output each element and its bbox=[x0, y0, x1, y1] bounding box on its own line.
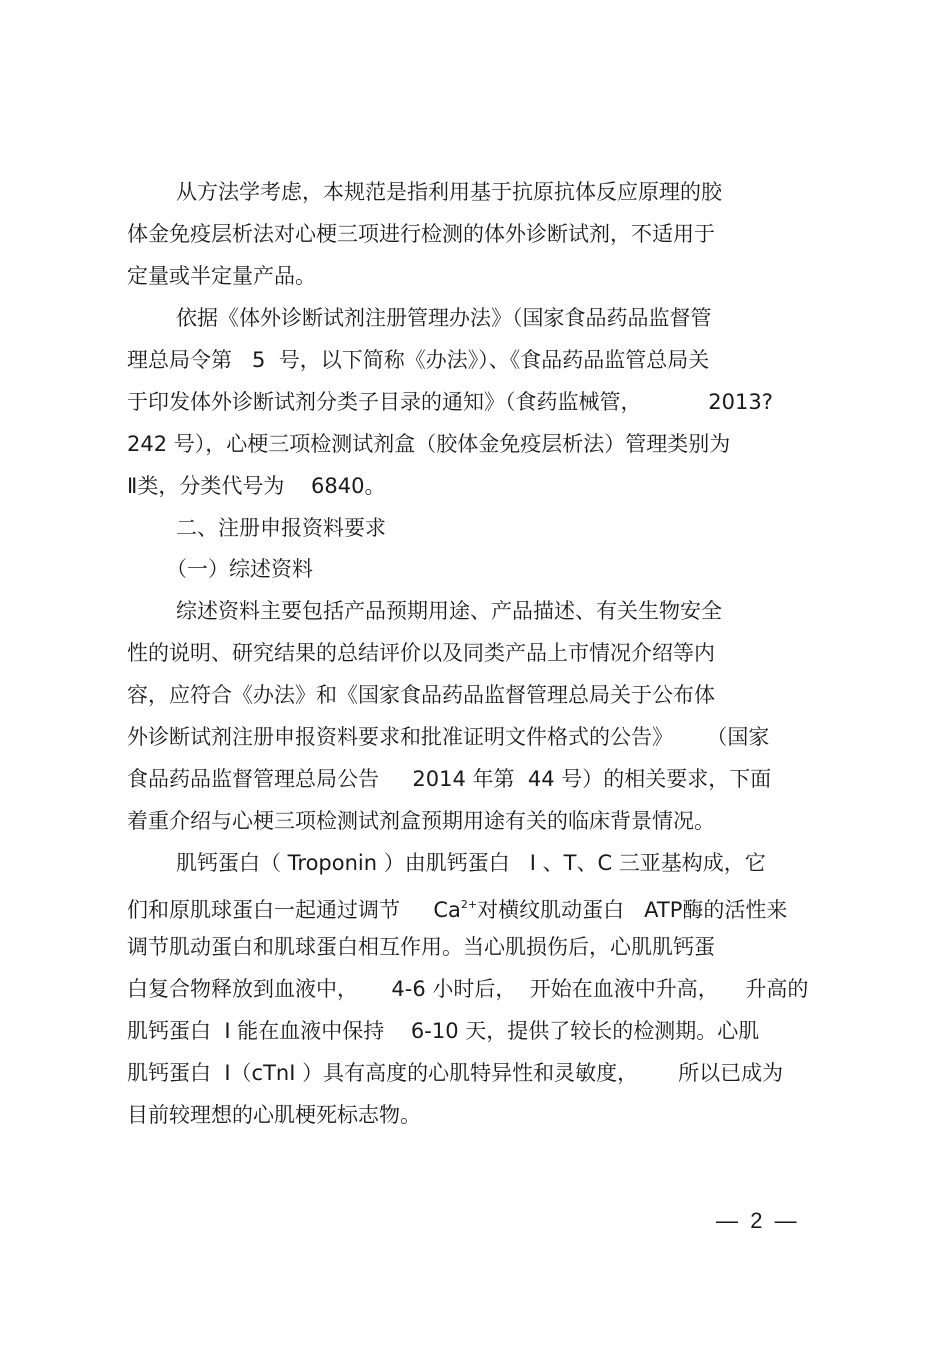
calcium-superscript: 2+ bbox=[460, 898, 478, 911]
paragraph-3-line-1: 综述资料主要包括产品预期用途、产品描述、有关生物安全 bbox=[176, 599, 722, 623]
paragraph-2-line-2: 理总局令第 5 号，以下简称《办法》）、《食品药品监管总局关 bbox=[127, 348, 710, 372]
paragraph-4-line-7: 目前较理想的心肌梗死标志物。 bbox=[127, 1103, 421, 1127]
paragraph-4-line-5: 肌钙蛋白 I 能在血液中保持 6-10 天，提供了较长的检测期。心肌 bbox=[127, 1019, 760, 1043]
paragraph-1-line-3: 定量或半定量产品。 bbox=[127, 264, 316, 288]
paragraph-2-line-4: 242 号），心梗三项检测试剂盒（胶体金免疫层析法）管理类别为 bbox=[127, 432, 731, 456]
paragraph-4-line-1: 肌钙蛋白（ Troponin ）由肌钙蛋白 I 、T、C 三亚基构成，它 bbox=[176, 851, 766, 875]
paragraph-1-line-1: 从方法学考虑，本规范是指利用基于抗原抗体反应原理的胶 bbox=[176, 180, 722, 204]
paragraph-4-line-6: 肌钙蛋白 I（cTnI ）具有高度的心肌特异性和灵敏度， 所以已成为 bbox=[127, 1061, 784, 1085]
paragraph-3-line-6: 着重介绍与心梗三项检测试剂盒预期用途有关的临床背景情况。 bbox=[127, 809, 715, 833]
paragraph-1-line-2: 体金免疫层析法对心梗三项进行检测的体外诊断试剂，不适用于 bbox=[127, 222, 715, 246]
paragraph-4-line-2 bbox=[127, 888, 787, 922]
paragraph-3-line-4: 外诊断试剂注册申报资料要求和批准证明文件格式的公告》 （国家 bbox=[127, 725, 770, 749]
paragraph-4-line-4: 白复合物释放到血液中， 4-6 小时后， 开始在血液中升高， 升高的 bbox=[127, 977, 809, 1001]
paragraph-2-line-3: 于印发体外诊断试剂分类子目录的通知》（食药监械管， 2013? bbox=[127, 390, 773, 414]
paragraph-3-line-5: 食品药品监督管理总局公告 2014 年第 44 号）的相关要求，下面 bbox=[127, 767, 772, 791]
paragraph-4-line-2b: 对横纹肌动蛋白 ATP酶的活性来 bbox=[477, 898, 788, 922]
paragraph-4-line-3: 调节肌动蛋白和肌球蛋白相互作用。当心肌损伤后，心肌肌钙蛋 bbox=[127, 935, 715, 959]
page-number: — 2 — bbox=[716, 1208, 797, 1233]
subsection-heading: （一）综述资料 bbox=[166, 557, 313, 581]
paragraph-4-line-2a: 们和原肌球蛋白一起通过调节 Ca bbox=[127, 898, 461, 922]
paragraph-3-line-3: 容，应符合《办法》和《国家食品药品监督管理总局关于公布体 bbox=[127, 683, 715, 707]
paragraph-2-line-1: 依据《体外诊断试剂注册管理办法》（国家食品药品监督管 bbox=[176, 306, 712, 330]
section-heading: 二、注册申报资料要求 bbox=[176, 516, 386, 540]
paragraph-2-line-5: Ⅱ类，分类代号为 6840。 bbox=[127, 474, 386, 498]
paragraph-3-line-2: 性的说明、研究结果的总结评价以及同类产品上市情况介绍等内 bbox=[127, 641, 715, 665]
